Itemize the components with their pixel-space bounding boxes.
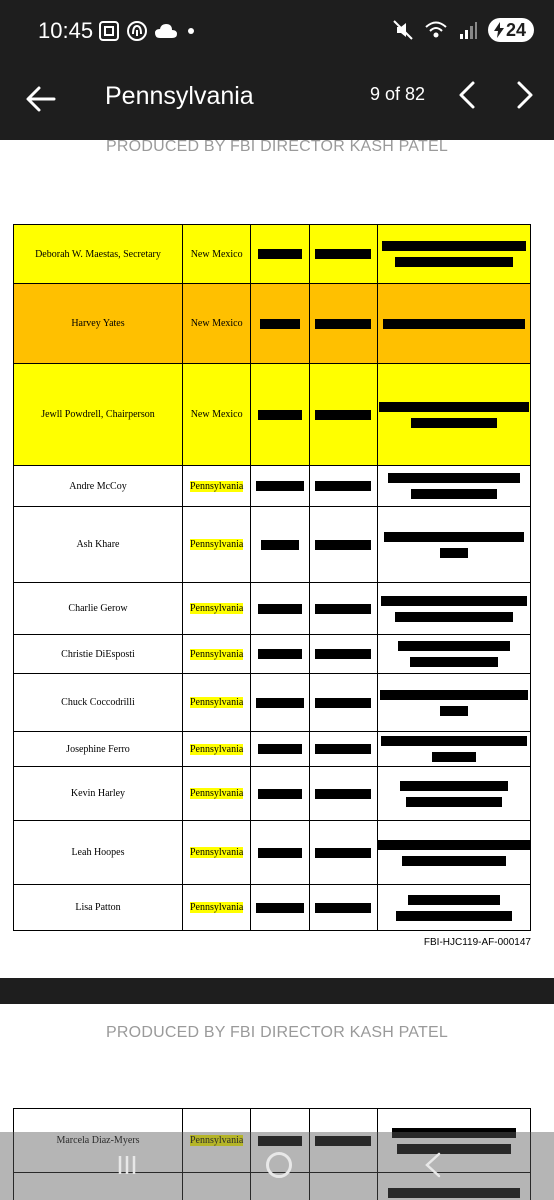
state-cell: [182, 466, 250, 507]
mute-icon: [392, 19, 414, 41]
name-cell: Marcela Diaz-Myers: [14, 1109, 183, 1173]
page-separator: [0, 978, 554, 1004]
redacted-cell: [251, 885, 309, 931]
fingerprint-icon: [126, 20, 148, 42]
document-page[interactable]: [0, 140, 554, 978]
redacted-cell: [309, 583, 377, 635]
state-label: Pennsylvania: [190, 788, 244, 799]
page-counter: 9 of 82: [370, 84, 426, 104]
redaction-bar: [384, 532, 524, 542]
table-row: [14, 885, 531, 931]
table-row: [14, 466, 531, 507]
wifi-icon: [424, 20, 448, 40]
redaction-bar: [410, 657, 498, 667]
state-label: Pennsylvania: [190, 697, 244, 708]
redaction-bar: [408, 895, 500, 905]
recent-apps-icon[interactable]: [116, 1154, 138, 1176]
back-arrow-icon[interactable]: [24, 82, 58, 116]
battery-indicator: [488, 18, 534, 42]
redaction-bar: [315, 744, 371, 754]
table-row: [14, 364, 531, 466]
home-icon[interactable]: [266, 1152, 292, 1178]
redacted-cell: [251, 284, 309, 364]
next-page-icon[interactable]: [514, 80, 536, 110]
redacted-cell: [378, 635, 531, 674]
redaction-bar: [383, 319, 525, 329]
name-cell: Kevin Harley: [14, 767, 183, 821]
redacted-cell: [309, 466, 377, 507]
redacted-cell: [251, 507, 309, 583]
redaction-bar: [256, 481, 304, 491]
redaction-bar: [258, 789, 302, 799]
redaction-bar: [411, 489, 497, 499]
redaction-bar: [315, 319, 371, 329]
redaction-bar: [402, 856, 506, 866]
redacted-cell: [251, 635, 309, 674]
redacted-cell: [378, 732, 531, 767]
name-cell: Charlie Gerow: [14, 583, 183, 635]
state-cell: [182, 635, 250, 674]
name-cell: Chuck Coccodrilli: [14, 674, 183, 732]
state-label: Pennsylvania: [190, 480, 244, 492]
redacted-cell: [309, 885, 377, 931]
redaction-bar: [315, 540, 371, 550]
redaction-bar: [411, 418, 497, 428]
produced-by-header: PRODUCED BY FBI DIRECTOR KASH PATEL: [106, 1024, 448, 1041]
battery-level: 24: [505, 20, 526, 40]
redaction-bar: [315, 848, 371, 858]
name-cell: Leah Hoopes: [14, 821, 183, 885]
redaction-bar: [258, 604, 302, 614]
redaction-bar: [315, 903, 371, 913]
redacted-cell: [378, 583, 531, 635]
redaction-bar: [258, 744, 302, 754]
system-navigation-bar: [0, 1132, 554, 1200]
name-cell: Harvey Yates: [14, 284, 183, 364]
redaction-bar: [315, 649, 371, 659]
status-time: 10:45: [38, 18, 94, 43]
redaction-bar: [440, 706, 468, 716]
table-row: [14, 767, 531, 821]
screenshot-icon: [98, 20, 120, 42]
redaction-bar: [315, 789, 371, 799]
state-label: Pennsylvania: [190, 1135, 244, 1146]
state-label: Pennsylvania: [190, 539, 244, 550]
redaction-bar: [395, 257, 513, 267]
redaction-bar: [261, 540, 299, 550]
name-cell: Deborah W. Maestas, Secretary: [14, 225, 183, 284]
redacted-cell: [378, 364, 531, 466]
redaction-bar: [400, 781, 508, 791]
redacted-cell: [309, 674, 377, 732]
table-row: [14, 583, 531, 635]
redaction-bar: [256, 903, 304, 913]
redacted-cell: [251, 225, 309, 284]
redaction-bar: [258, 410, 302, 420]
table-row: [14, 821, 531, 885]
state-label: Pennsylvania: [190, 743, 244, 755]
redacted-cell: [378, 821, 531, 885]
redacted-cell: [251, 821, 309, 885]
app-toolbar: [0, 64, 554, 140]
redaction-bar: [378, 840, 530, 850]
redacted-cell: [309, 767, 377, 821]
redaction-bar: [395, 612, 513, 622]
signal-icon: [458, 20, 478, 40]
state-cell: [182, 583, 250, 635]
redaction-bar: [432, 752, 476, 762]
roster-table: [13, 224, 531, 931]
status-bar: [0, 0, 554, 64]
table-row: [14, 674, 531, 732]
state-label: Pennsylvania: [190, 603, 244, 614]
bates-number: FBI-HJC119-AF-000147: [423, 937, 531, 948]
redacted-cell: [309, 821, 377, 885]
state-cell: [182, 674, 250, 732]
redaction-bar: [315, 698, 371, 708]
redacted-cell: [378, 767, 531, 821]
table-row: [14, 507, 531, 583]
redacted-cell: [309, 732, 377, 767]
redaction-bar: [258, 848, 302, 858]
table-row: [14, 635, 531, 674]
redacted-cell: [251, 583, 309, 635]
redacted-cell: [251, 732, 309, 767]
redaction-bar: [381, 736, 527, 746]
redaction-bar: [379, 402, 529, 412]
redacted-cell: [378, 885, 531, 931]
state-cell: [182, 507, 250, 583]
redacted-cell: [309, 225, 377, 284]
table-row: [14, 732, 531, 767]
redacted-cell: [378, 507, 531, 583]
bolt-icon: [494, 22, 504, 38]
redacted-cell: [251, 674, 309, 732]
state-label: Pennsylvania: [190, 648, 244, 660]
state-label: Pennsylvania: [190, 902, 244, 913]
name-cell: Andre McCoy: [14, 466, 183, 507]
table-row: [14, 284, 531, 364]
name-cell: Jewll Powdrell, Chairperson: [14, 364, 183, 466]
redacted-cell: [378, 225, 531, 284]
state-cell: New Mexico: [182, 364, 250, 466]
state-cell: New Mexico: [182, 225, 250, 284]
state-cell: [182, 732, 250, 767]
redaction-bar: [440, 548, 468, 558]
redaction-bar: [381, 596, 527, 606]
redaction-bar: [258, 249, 302, 259]
redaction-bar: [315, 410, 371, 420]
redacted-cell: [251, 364, 309, 466]
redaction-bar: [315, 249, 371, 259]
state-label: Pennsylvania: [190, 847, 244, 858]
redacted-cell: [378, 466, 531, 507]
redaction-bar: [315, 604, 371, 614]
redaction-bar: [406, 797, 502, 807]
redaction-bar: [315, 481, 371, 491]
redaction-bar: [256, 698, 304, 708]
redaction-bar: [260, 319, 300, 329]
name-cell: Lisa Patton: [14, 885, 183, 931]
state-cell: [182, 767, 250, 821]
redaction-bar: [258, 649, 302, 659]
redacted-cell: [378, 284, 531, 364]
redacted-cell: [378, 674, 531, 732]
state-cell: [182, 885, 250, 931]
cloud-icon: [154, 22, 178, 40]
redaction-bar: [398, 641, 510, 651]
redaction-bar: [388, 473, 520, 483]
name-cell: Josephine Ferro: [14, 732, 183, 767]
redacted-cell: [309, 284, 377, 364]
redacted-cell: [251, 767, 309, 821]
document-title: Pennsylvania: [105, 82, 254, 110]
produced-by-header: PRODUCED BY FBI DIRECTOR KASH PATEL: [106, 138, 448, 155]
system-back-icon[interactable]: [424, 1152, 442, 1178]
redaction-bar: [380, 690, 528, 700]
name-cell: Ash Khare: [14, 507, 183, 583]
redaction-bar: [396, 911, 512, 921]
redacted-cell: [251, 466, 309, 507]
redacted-cell: [309, 635, 377, 674]
dot-icon: [184, 24, 198, 38]
name-cell: Christie DiEsposti: [14, 635, 183, 674]
redaction-bar: [382, 241, 526, 251]
state-cell: [182, 821, 250, 885]
redacted-cell: [309, 507, 377, 583]
previous-page-icon[interactable]: [456, 80, 478, 110]
redacted-cell: [309, 364, 377, 466]
table-row: [14, 225, 531, 284]
state-cell: New Mexico: [182, 284, 250, 364]
